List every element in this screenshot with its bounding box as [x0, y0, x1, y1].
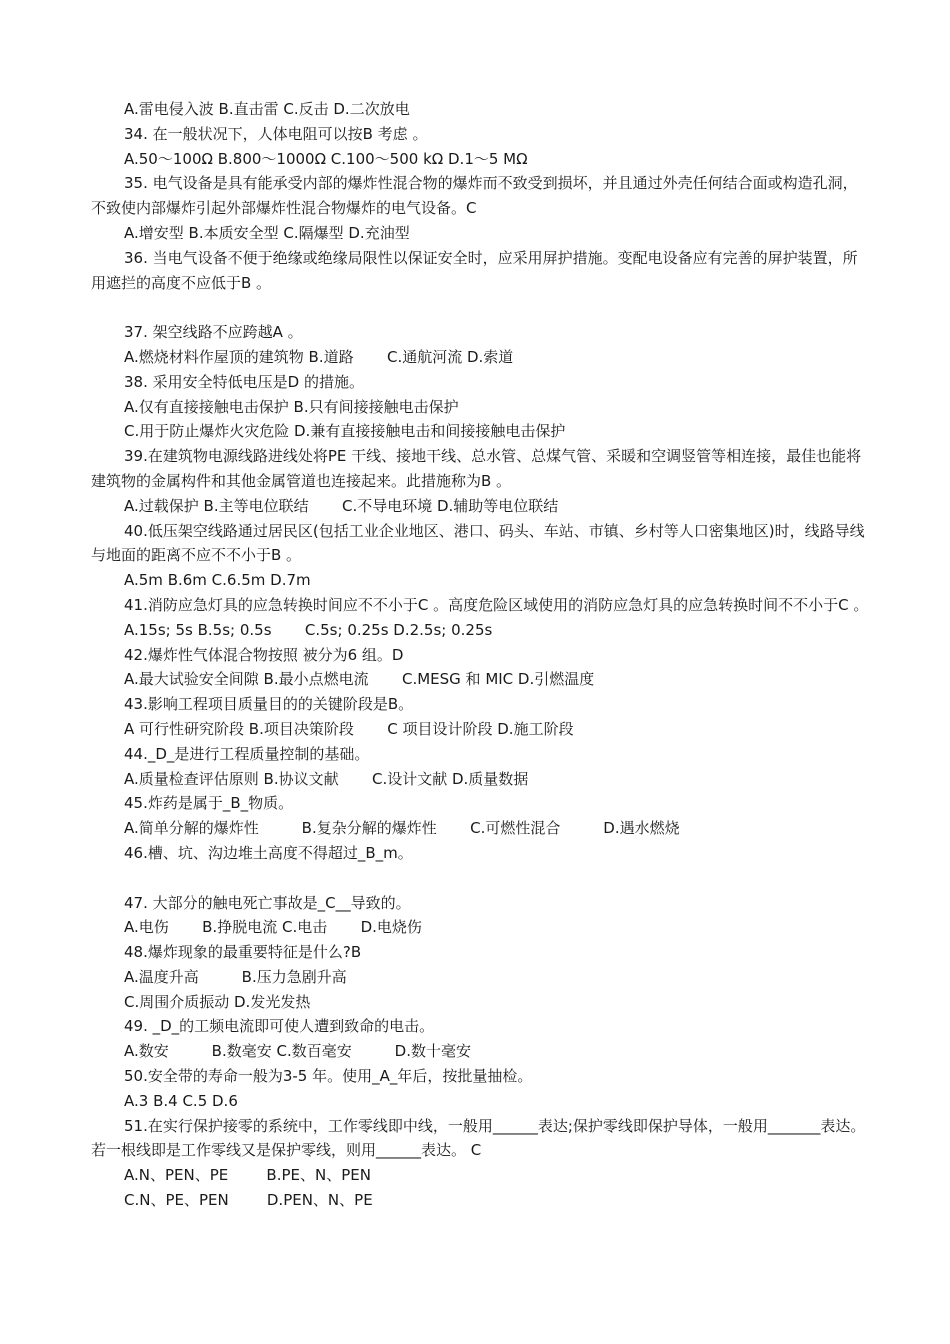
question-45: 45.炸药是属于_B_物质。	[124, 794, 294, 813]
question-40: 40.低压架空线路通过居民区(包括工业企业地区、港口、码头、车站、市镇、乡村等人口密集地区)时，线路导线与地面的距离不应不不小于B 。	[91, 521, 865, 565]
options-42: A.最大试验安全间隙 B.最小点燃电流 C.MESG 和 MIC D.引燃温度	[124, 670, 595, 689]
question-35: 35. 电气设备是具有能承受内部的爆炸性混合物的爆炸而不致受到损坏，并且通过外壳任何结合面或构造孔洞，不致使内部爆炸引起外部爆炸性混合物爆炸的电气设备。C	[91, 174, 858, 218]
options-49: A.数安 B.数毫安 C.数百毫安 D.数十毫安	[124, 1042, 471, 1061]
options-45: A.简单分解的爆炸性 B.复杂分解的爆炸性 C.可燃性混合 D.遇水燃烧	[124, 819, 680, 838]
options-43: A 可行性研究阶段 B.项目决策阶段 C 项目设计阶段 D.施工阶段	[124, 719, 574, 738]
options-44: A.质量检查评估原则 B.协议文献 C.设计文献 D.质量数据	[124, 769, 529, 788]
options-35: A.增安型 B.本质安全型 C.隔爆型 D.充油型	[124, 223, 410, 242]
options-48-cd: C.周围介质振动 D.发光发热	[124, 992, 311, 1011]
question-47: 47. 大部分的触电死亡事故是_C__导致的。	[124, 893, 411, 912]
document-body	[91, 97, 871, 1213]
question-42: 42.爆炸性气体混合物按照 被分为6 组。D	[124, 645, 404, 664]
question-39: 39.在建筑物电源线路进线处将PE 干线、接地干线、总水管、总煤气管、采暖和空调竖管等相连接，最佳也能将建筑物的金属构件和其他金属管道也连接起来。此措施称为B 。	[91, 447, 862, 490]
options-38-cd: C.用于防止爆炸火灾危险 D.兼有直接接触电击和间接接触电击保护	[124, 422, 566, 441]
question-37: 37. 架空线路不应跨越A 。	[124, 323, 303, 342]
question-49: 49. _D_的工频电流即可使人遭到致命的电击。	[124, 1017, 435, 1036]
question-36: 36. 当电气设备不便于绝缘或绝缘局限性以保证安全时，应采用屏护措施。变配电设备应有完善的屏护装置，所用遮拦的高度不应低于B 。	[91, 248, 858, 292]
options-39: A.过载保护 B.主等电位联结 C.不导电环境 D.辅助等电位联结	[124, 496, 559, 515]
options-37: A.燃烧材料作屋顶的建筑物 B.道路 C.通航河流 D.索道	[124, 347, 514, 366]
options-40: A.5m B.6m C.6.5m D.7m	[124, 571, 311, 590]
options-38-ab: A.仅有直接接触电击保护 B.只有间接接触电击保护	[124, 397, 459, 416]
options-41: A.15s; 5s B.5s; 0.5s C.5s; 0.25s D.2.5s; 0.25s	[124, 620, 493, 639]
question-34: 34. 在一般状况下，人体电阻可以按B 考虑 。	[124, 124, 428, 143]
options-51-ab: A.N、PEN、PE B.PE、N、PEN	[124, 1166, 371, 1185]
question-48: 48.爆炸现象的最重要特征是什么?B	[124, 943, 362, 962]
question-43: 43.影响工程项目质量目的的关键阶段是B。	[124, 695, 414, 714]
options-50: A.3 B.4 C.5 D.6	[124, 1091, 238, 1110]
question-38: 38. 采用安全特低电压是D 的措施。	[124, 372, 364, 391]
options-51-cd: C.N、PE、PEN D.PEN、N、PE	[124, 1191, 373, 1210]
question-41: 41.消防应急灯具的应急转换时间应不不小于C 。高度危险区域使用的消防应急灯具的应急转换时间不不小于C 。	[124, 595, 869, 614]
question-51: 51.在实行保护接零的系统中，工作零线即中线，一般用______表达;保护零线即保护导体，一般用_______表达。若一根线即是工作零线又是保护零线，则用______表达。 C	[91, 1116, 866, 1160]
options-34: A.50～100Ω B.800～1000Ω C.100～500 kΩ D.1～5 MΩ	[124, 149, 528, 168]
blank-line	[91, 866, 871, 891]
blank-line	[91, 295, 871, 320]
question-50: 50.安全带的寿命一般为3-5 年。使用_A_年后，按批量抽检。	[124, 1067, 533, 1086]
question-44: 44._D_是进行工程质量控制的基础。	[124, 744, 370, 763]
options-48-ab: A.温度升高 B.压力急剧升高	[124, 967, 347, 986]
options-47: A.电伤 B.挣脱电流 C.电击 D.电烧伤	[124, 918, 422, 937]
question-46: 46.槽、坑、沟边堆土高度不得超过_B_m。	[124, 843, 413, 862]
text-line: A.雷电侵入波 B.直击雷 C.反击 D.二次放电	[124, 100, 410, 118]
